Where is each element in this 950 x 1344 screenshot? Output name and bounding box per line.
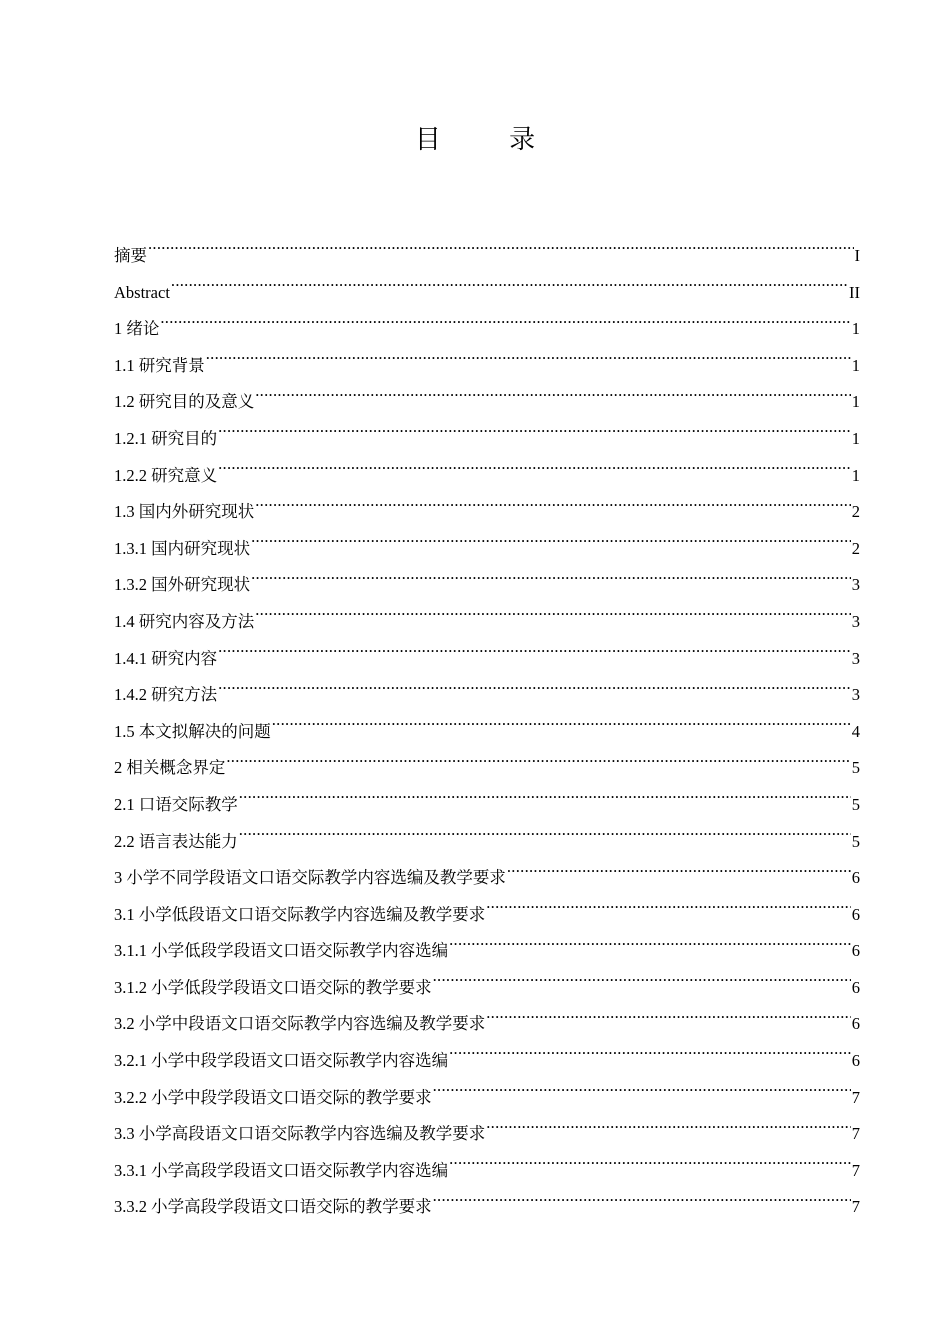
toc-page-number: I xyxy=(854,246,860,265)
toc-entry-text: 1.3.1 国内研究现状 xyxy=(114,538,251,558)
toc-entry[interactable] xyxy=(114,494,860,531)
toc-entry[interactable] xyxy=(114,1080,860,1117)
toc-entry-text: 2.2 语言表达能力 xyxy=(114,831,238,851)
toc-entry[interactable] xyxy=(114,604,860,641)
toc-dot-leader xyxy=(218,461,851,481)
toc-entry-text: 1.1 研究背景 xyxy=(114,355,205,375)
toc-dot-leader xyxy=(218,424,851,444)
toc-dot-leader xyxy=(226,753,850,773)
toc-dot-leader xyxy=(507,863,851,883)
toc-page-number: 3 xyxy=(851,575,860,595)
toc-dot-leader xyxy=(206,351,851,371)
toc-entry-text: 3 小学不同学段语文口语交际教学内容选编及教学要求 xyxy=(114,868,506,888)
toc-entry-text: 1.5 本文拟解决的问题 xyxy=(114,721,271,741)
toc-dot-leader xyxy=(433,1192,851,1212)
toc-dot-leader xyxy=(272,717,851,737)
toc-entry[interactable] xyxy=(114,311,860,348)
toc-page-number: 2 xyxy=(851,538,860,558)
toc-entry[interactable] xyxy=(114,1043,860,1080)
toc-entry-text: 3.2.2 小学中段学段语文口语交际的教学要求 xyxy=(114,1087,432,1107)
toc-entry-text: 摘要 xyxy=(114,246,147,265)
toc-entry-text: 1.4.2 研究方法 xyxy=(114,685,218,705)
toc-entry-text: 3.3.1 小学高段学段语文口语交际教学内容选编 xyxy=(114,1160,449,1180)
toc-page-number: 6 xyxy=(851,904,860,924)
toc-entry[interactable] xyxy=(114,824,860,861)
toc-entry[interactable] xyxy=(114,750,860,787)
toc-page-number: 6 xyxy=(851,868,860,888)
toc-dot-leader xyxy=(218,680,851,700)
toc-page-number: 3 xyxy=(851,685,860,705)
toc-dot-leader xyxy=(239,790,851,810)
toc-dot-leader xyxy=(148,241,854,261)
toc-entry[interactable] xyxy=(114,531,860,568)
toc-dot-leader xyxy=(160,314,850,334)
toc-page-number: 7 xyxy=(851,1160,860,1180)
toc-entry-text: 1.3.2 国外研究现状 xyxy=(114,575,251,595)
toc-entry-text: 1.2.2 研究意义 xyxy=(114,465,218,485)
toc-entry[interactable] xyxy=(114,933,860,970)
toc-page-number: 6 xyxy=(851,941,860,961)
toc-page-number: 7 xyxy=(851,1124,860,1144)
toc-page-number: 6 xyxy=(851,1014,860,1034)
toc-page-number: 5 xyxy=(851,831,860,851)
toc-page-number: 5 xyxy=(851,758,860,778)
toc-page-number: 2 xyxy=(851,502,860,522)
toc-dot-leader xyxy=(255,607,851,627)
toc-entry-text: 3.3 小学高段语文口语交际教学内容选编及教学要求 xyxy=(114,1124,486,1144)
toc-dot-leader xyxy=(486,1009,851,1029)
toc-entry[interactable] xyxy=(114,1189,860,1226)
toc-entry-text: 3.1.1 小学低段学段语文口语交际教学内容选编 xyxy=(114,941,449,961)
toc-entry[interactable] xyxy=(114,787,860,824)
toc-dot-leader xyxy=(449,936,851,956)
toc-entry[interactable] xyxy=(114,860,860,897)
toc-page-number: 6 xyxy=(851,1051,860,1071)
toc-list xyxy=(114,238,860,1226)
toc-dot-leader xyxy=(433,973,851,993)
toc-entry-text: 1.3 国内外研究现状 xyxy=(114,502,255,522)
toc-dot-leader xyxy=(255,497,851,517)
toc-page-number: 4 xyxy=(851,721,860,741)
toc-entry-text: 3.2.1 小学中段学段语文口语交际教学内容选编 xyxy=(114,1051,449,1071)
toc-entry[interactable] xyxy=(114,897,860,934)
toc-entry[interactable] xyxy=(114,641,860,678)
toc-entry-text: 1.4.1 研究内容 xyxy=(114,648,218,668)
toc-page-number: II xyxy=(849,282,860,302)
toc-entry[interactable] xyxy=(114,275,860,312)
toc-entry[interactable] xyxy=(114,348,860,385)
toc-dot-leader xyxy=(433,1083,851,1103)
toc-entry-text: 3.2 小学中段语文口语交际教学内容选编及教学要求 xyxy=(114,1014,486,1034)
toc-page-number: 1 xyxy=(851,465,860,485)
toc-dot-leader xyxy=(449,1156,851,1176)
toc-entry-text: 2 相关概念界定 xyxy=(114,758,226,778)
toc-dot-leader xyxy=(486,1119,851,1139)
toc-page-number: 1 xyxy=(851,355,860,375)
toc-entry[interactable] xyxy=(114,384,860,421)
toc-page-number: 3 xyxy=(851,648,860,668)
toc-entry[interactable] xyxy=(114,1153,860,1190)
toc-entry[interactable] xyxy=(114,567,860,604)
toc-dot-leader xyxy=(251,570,851,590)
toc-entry-text: 1.4 研究内容及方法 xyxy=(114,611,255,631)
toc-page-number: 1 xyxy=(851,319,860,339)
toc-entry-text: 1.2 研究目的及意义 xyxy=(114,392,255,412)
toc-entry-text: 1.2.1 研究目的 xyxy=(114,428,218,448)
toc-page-number: 7 xyxy=(851,1197,860,1217)
toc-page-number: 5 xyxy=(851,794,860,814)
toc-dot-leader xyxy=(218,644,851,664)
toc-page-number: 7 xyxy=(851,1087,860,1107)
toc-entry-text: 2.1 口语交际教学 xyxy=(114,794,238,814)
toc-entry[interactable] xyxy=(114,1006,860,1043)
toc-entry[interactable] xyxy=(114,677,860,714)
toc-entry-text: 3.1.2 小学低段学段语文口语交际的教学要求 xyxy=(114,977,432,997)
toc-dot-leader xyxy=(239,827,851,847)
toc-dot-leader xyxy=(171,278,848,298)
toc-page-number: 3 xyxy=(851,611,860,631)
toc-entry[interactable] xyxy=(114,238,860,275)
toc-page-number: 1 xyxy=(851,428,860,448)
toc-dot-leader xyxy=(449,1046,851,1066)
toc-entry-text: Abstract xyxy=(114,282,170,302)
toc-dot-leader xyxy=(255,387,851,407)
toc-dot-leader xyxy=(486,900,851,920)
toc-entry-text: 3.3.2 小学高段学段语文口语交际的教学要求 xyxy=(114,1197,432,1217)
toc-entry-text: 3.1 小学低段语文口语交际教学内容选编及教学要求 xyxy=(114,904,486,924)
toc-page-number: 1 xyxy=(851,392,860,412)
toc-entry[interactable] xyxy=(114,421,860,458)
toc-entry[interactable] xyxy=(114,970,860,1007)
page-title: 目 录 xyxy=(414,125,566,155)
toc-entry-text: 1 绪论 xyxy=(114,319,160,339)
toc-entry[interactable] xyxy=(114,1116,860,1153)
toc-entry[interactable] xyxy=(114,458,860,495)
toc-dot-leader xyxy=(251,534,851,554)
toc-page-number: 6 xyxy=(851,977,860,997)
toc-entry[interactable] xyxy=(114,714,860,751)
